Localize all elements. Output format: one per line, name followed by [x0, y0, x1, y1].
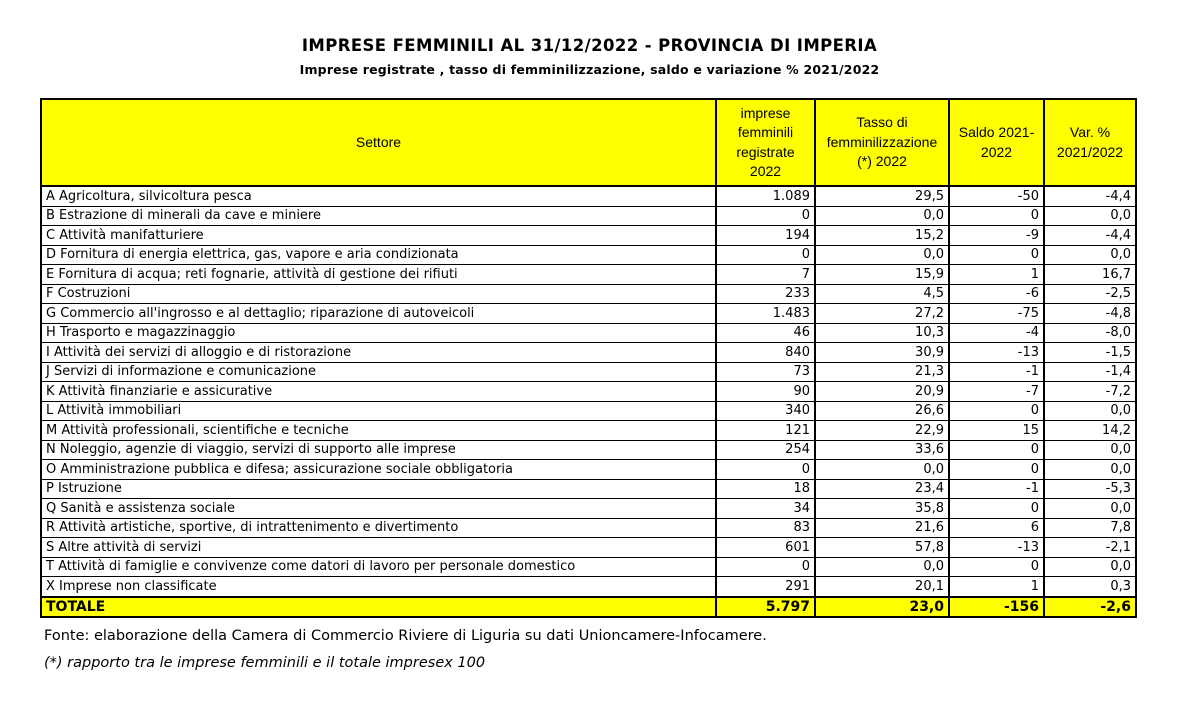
- table-row: [41, 557, 1136, 577]
- cell-settore: D Fornitura di energia elettrica, gas, vapore e aria condizionata: [41, 245, 716, 265]
- cell-variazione: -4,8: [1044, 304, 1136, 324]
- cell-tasso: 33,6: [815, 440, 949, 460]
- cell-saldo: 1: [949, 265, 1044, 285]
- cell-variazione: 0,0: [1044, 401, 1136, 421]
- cell-tasso: 4,5: [815, 284, 949, 304]
- total-saldo: -156: [949, 597, 1044, 617]
- cell-saldo: 0: [949, 557, 1044, 577]
- cell-variazione: -5,3: [1044, 479, 1136, 499]
- cell-imprese: 194: [716, 226, 815, 246]
- cell-imprese: 18: [716, 479, 815, 499]
- cell-settore: Q Sanità e assistenza sociale: [41, 499, 716, 519]
- table-row: [41, 538, 1136, 558]
- table-row: [41, 304, 1136, 324]
- cell-variazione: -2,1: [1044, 538, 1136, 558]
- cell-saldo: -13: [949, 538, 1044, 558]
- table-row: [41, 518, 1136, 538]
- cell-imprese: 83: [716, 518, 815, 538]
- cell-saldo: 0: [949, 499, 1044, 519]
- total-variazione: -2,6: [1044, 597, 1136, 617]
- header-variazione: Var. % 2021/2022: [1044, 99, 1136, 186]
- table-row: [41, 226, 1136, 246]
- page-title: IMPRESE FEMMINILI AL 31/12/2022 - PROVINCIA DI IMPERIA: [301, 36, 878, 55]
- cell-tasso: 22,9: [815, 421, 949, 441]
- cell-imprese: 0: [716, 460, 815, 480]
- cell-tasso: 0,0: [815, 245, 949, 265]
- cell-saldo: 0: [949, 401, 1044, 421]
- cell-settore: K Attività finanziarie e assicurative: [41, 382, 716, 402]
- table-row: [41, 343, 1136, 363]
- cell-imprese: 340: [716, 401, 815, 421]
- cell-saldo: -1: [949, 362, 1044, 382]
- cell-imprese: 291: [716, 577, 815, 597]
- total-imprese: 5.797: [716, 597, 815, 617]
- header-settore: Settore: [41, 99, 716, 186]
- cell-settore: F Costruzioni: [41, 284, 716, 304]
- cell-imprese: 233: [716, 284, 815, 304]
- cell-settore: X Imprese non classificate: [41, 577, 716, 597]
- cell-saldo: 15: [949, 421, 1044, 441]
- cell-saldo: -13: [949, 343, 1044, 363]
- footnote: (*) rapporto tra le imprese femminili e il totale impresex 100: [44, 655, 486, 671]
- cell-tasso: 35,8: [815, 499, 949, 519]
- cell-variazione: 16,7: [1044, 265, 1136, 285]
- cell-saldo: -75: [949, 304, 1044, 324]
- table-row: [41, 323, 1136, 343]
- cell-variazione: -4,4: [1044, 186, 1136, 206]
- cell-settore: R Attività artistiche, sportive, di intrattenimento e divertimento: [41, 518, 716, 538]
- table-header-row: [41, 99, 1136, 186]
- cell-variazione: -2,5: [1044, 284, 1136, 304]
- table-row: [41, 284, 1136, 304]
- cell-variazione: -7,2: [1044, 382, 1136, 402]
- cell-settore: C Attività manifatturiere: [41, 226, 716, 246]
- cell-variazione: 0,0: [1044, 557, 1136, 577]
- cell-saldo: 6: [949, 518, 1044, 538]
- cell-imprese: 7: [716, 265, 815, 285]
- cell-tasso: 21,6: [815, 518, 949, 538]
- cell-saldo: 0: [949, 206, 1044, 226]
- cell-tasso: 26,6: [815, 401, 949, 421]
- cell-imprese: 254: [716, 440, 815, 460]
- table-row: [41, 460, 1136, 480]
- table-row: [41, 206, 1136, 226]
- cell-imprese: 0: [716, 557, 815, 577]
- cell-tasso: 20,1: [815, 577, 949, 597]
- cell-imprese: 0: [716, 245, 815, 265]
- total-row: [41, 597, 1136, 617]
- cell-imprese: 34: [716, 499, 815, 519]
- table-row: [41, 186, 1136, 206]
- cell-saldo: -50: [949, 186, 1044, 206]
- page-subtitle: Imprese registrate , tasso di femminilizzazione, saldo e variazione % 2021/2022: [299, 62, 880, 77]
- table-row: [41, 245, 1136, 265]
- cell-variazione: 0,0: [1044, 499, 1136, 519]
- cell-imprese: 90: [716, 382, 815, 402]
- cell-imprese: 840: [716, 343, 815, 363]
- cell-tasso: 15,9: [815, 265, 949, 285]
- cell-tasso: 0,0: [815, 206, 949, 226]
- cell-settore: O Amministrazione pubblica e difesa; assicurazione sociale obbligatoria: [41, 460, 716, 480]
- cell-tasso: 29,5: [815, 186, 949, 206]
- data-table: [40, 98, 1137, 618]
- cell-variazione: 0,0: [1044, 440, 1136, 460]
- cell-settore: N Noleggio, agenzie di viaggio, servizi di supporto alle imprese: [41, 440, 716, 460]
- table-row: [41, 577, 1136, 597]
- total-label: TOTALE: [41, 597, 716, 617]
- cell-tasso: 27,2: [815, 304, 949, 324]
- table-row: [41, 401, 1136, 421]
- cell-imprese: 0: [716, 206, 815, 226]
- cell-variazione: 0,0: [1044, 245, 1136, 265]
- cell-settore: H Trasporto e magazzinaggio: [41, 323, 716, 343]
- cell-settore: S Altre attività di servizi: [41, 538, 716, 558]
- cell-tasso: 10,3: [815, 323, 949, 343]
- cell-saldo: 1: [949, 577, 1044, 597]
- cell-settore: A Agricoltura, silvicoltura pesca: [41, 186, 716, 206]
- cell-imprese: 1.483: [716, 304, 815, 324]
- cell-saldo: -4: [949, 323, 1044, 343]
- header-imprese-femminili: imprese femminili registrate 2022: [716, 99, 815, 186]
- header-saldo: Saldo 2021-2022: [949, 99, 1044, 186]
- cell-settore: I Attività dei servizi di alloggio e di ristorazione: [41, 343, 716, 363]
- cell-variazione: 14,2: [1044, 421, 1136, 441]
- cell-saldo: -7: [949, 382, 1044, 402]
- table-body: [41, 186, 1136, 597]
- total-tasso: 23,0: [815, 597, 949, 617]
- cell-saldo: -9: [949, 226, 1044, 246]
- cell-tasso: 15,2: [815, 226, 949, 246]
- cell-saldo: -1: [949, 479, 1044, 499]
- cell-tasso: 23,4: [815, 479, 949, 499]
- cell-saldo: 0: [949, 245, 1044, 265]
- cell-settore: G Commercio all'ingrosso e al dettaglio; riparazione di autoveicoli: [41, 304, 716, 324]
- cell-saldo: 0: [949, 460, 1044, 480]
- cell-imprese: 73: [716, 362, 815, 382]
- table-row: [41, 499, 1136, 519]
- cell-settore: B Estrazione di minerali da cave e miniere: [41, 206, 716, 226]
- cell-tasso: 21,3: [815, 362, 949, 382]
- table-row: [41, 362, 1136, 382]
- cell-settore: M Attività professionali, scientifiche e tecniche: [41, 421, 716, 441]
- cell-tasso: 0,0: [815, 557, 949, 577]
- cell-saldo: -6: [949, 284, 1044, 304]
- table-row: [41, 440, 1136, 460]
- cell-variazione: 0,3: [1044, 577, 1136, 597]
- cell-imprese: 601: [716, 538, 815, 558]
- cell-imprese: 46: [716, 323, 815, 343]
- cell-settore: J Servizi di informazione e comunicazione: [41, 362, 716, 382]
- table-row: [41, 265, 1136, 285]
- cell-variazione: -1,5: [1044, 343, 1136, 363]
- cell-tasso: 57,8: [815, 538, 949, 558]
- cell-settore: E Fornitura di acqua; reti fognarie, attività di gestione dei rifiuti: [41, 265, 716, 285]
- cell-saldo: 0: [949, 440, 1044, 460]
- cell-variazione: 0,0: [1044, 460, 1136, 480]
- cell-variazione: -4,4: [1044, 226, 1136, 246]
- cell-variazione: 0,0: [1044, 206, 1136, 226]
- table-row: [41, 382, 1136, 402]
- cell-imprese: 121: [716, 421, 815, 441]
- cell-variazione: 7,8: [1044, 518, 1136, 538]
- table-row: [41, 421, 1136, 441]
- cell-tasso: 30,9: [815, 343, 949, 363]
- source-note: Fonte: elaborazione della Camera di Commercio Riviere di Liguria su dati Unioncamere-Infocamere.: [44, 628, 767, 644]
- cell-variazione: -1,4: [1044, 362, 1136, 382]
- header-tasso-femminilizzazione: Tasso di femminilizzazione (*) 2022: [815, 99, 949, 186]
- cell-imprese: 1.089: [716, 186, 815, 206]
- cell-tasso: 0,0: [815, 460, 949, 480]
- cell-variazione: -8,0: [1044, 323, 1136, 343]
- cell-settore: T Attività di famiglie e convivenze come datori di lavoro per personale domestico: [41, 557, 716, 577]
- cell-tasso: 20,9: [815, 382, 949, 402]
- cell-settore: L Attività immobiliari: [41, 401, 716, 421]
- table-row: [41, 479, 1136, 499]
- cell-settore: P Istruzione: [41, 479, 716, 499]
